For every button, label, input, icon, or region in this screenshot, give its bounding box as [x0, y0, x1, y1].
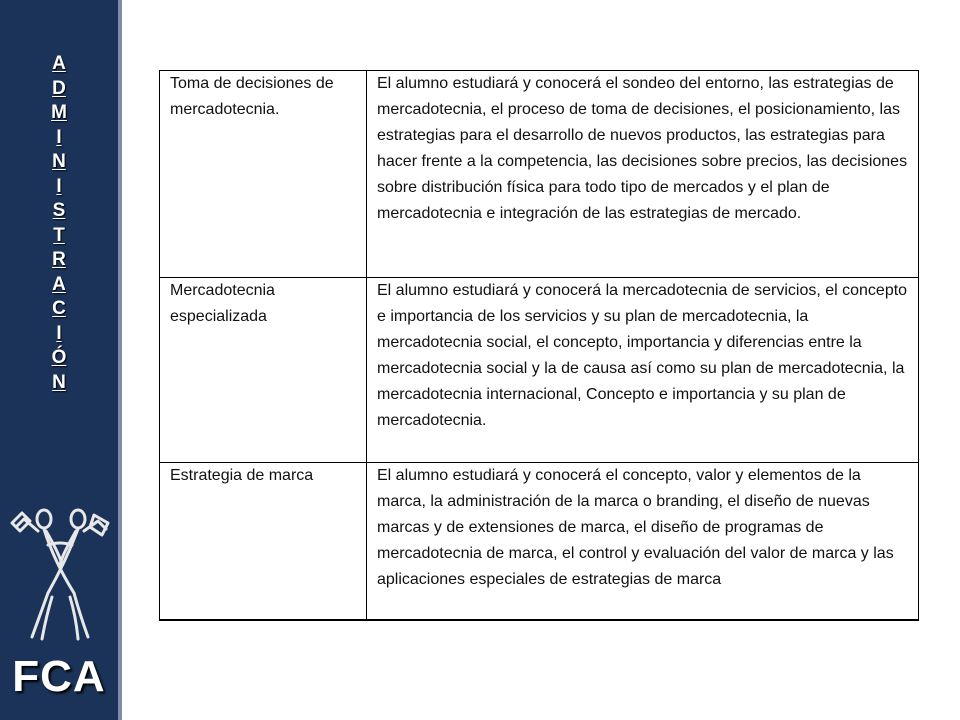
two-figures-emblem-icon	[8, 505, 112, 645]
table-row	[160, 71, 919, 278]
topic-cell: Toma de decisiones de mercadotecnia.	[160, 71, 367, 278]
vertical-letter: Ó	[51, 347, 67, 368]
vertical-letter: I	[56, 175, 62, 197]
description-cell: El alumno estudiará y conocerá la mercadotecnia de servicios, el concepto e importancia de los servicios y su plan de mercadotecnia, la mercadotecnia social, el concepto, importancia y diferencias entre la mercadotecnia social y la de causa así como su plan de mercadotecnia, la mercadotecnia internacional, Concepto e importancia y su plan de mercadotecnia.	[367, 278, 919, 463]
sidebar	[0, 0, 122, 720]
syllabus-table	[159, 70, 919, 621]
description-cell: El alumno estudiará y conocerá el sondeo del entorno, las estrategias de mercadotecnia, el proceso de toma de decisiones, el posicionamiento, las estrategias para el desarrollo de nuevos productos, las estrategias para hacer frente a la competencia, las decisiones sobre precios, las decisiones sobre distribución física para todo tipo de mercados y el plan de mercadotecnia e integración de las estrategias de mercado.	[367, 71, 919, 278]
vertical-letter: A	[52, 53, 66, 74]
vertical-letter: I	[56, 126, 62, 148]
description-cell: El alumno estudiará y conocerá el concepto, valor y elementos de la marca, la administración de la marca o branding, el diseño de nuevas marcas y de extensiones de marca, el diseño de programas de mercadotecnia de marca, el control y evaluación del valor de marca y las aplicaciones especiales de estrategias de marca	[367, 463, 919, 620]
vertical-letter: I	[56, 322, 62, 344]
fca-logo: FCA	[12, 652, 106, 701]
topic-cell: Estrategia de marca	[160, 463, 367, 620]
vertical-letter: R	[52, 249, 66, 270]
table-row	[160, 278, 919, 463]
topic-cell: Mercadotecnia especializada	[160, 278, 367, 463]
vertical-letter: N	[52, 371, 66, 393]
vertical-title	[0, 52, 118, 395]
vertical-letter: N	[52, 151, 66, 172]
table-row	[160, 463, 919, 620]
vertical-letter: M	[51, 102, 67, 123]
vertical-letter: C	[52, 298, 66, 319]
vertical-letter: D	[52, 77, 66, 99]
vertical-letter: S	[52, 200, 66, 221]
vertical-letter: T	[53, 224, 65, 246]
vertical-letter: A	[52, 273, 66, 295]
